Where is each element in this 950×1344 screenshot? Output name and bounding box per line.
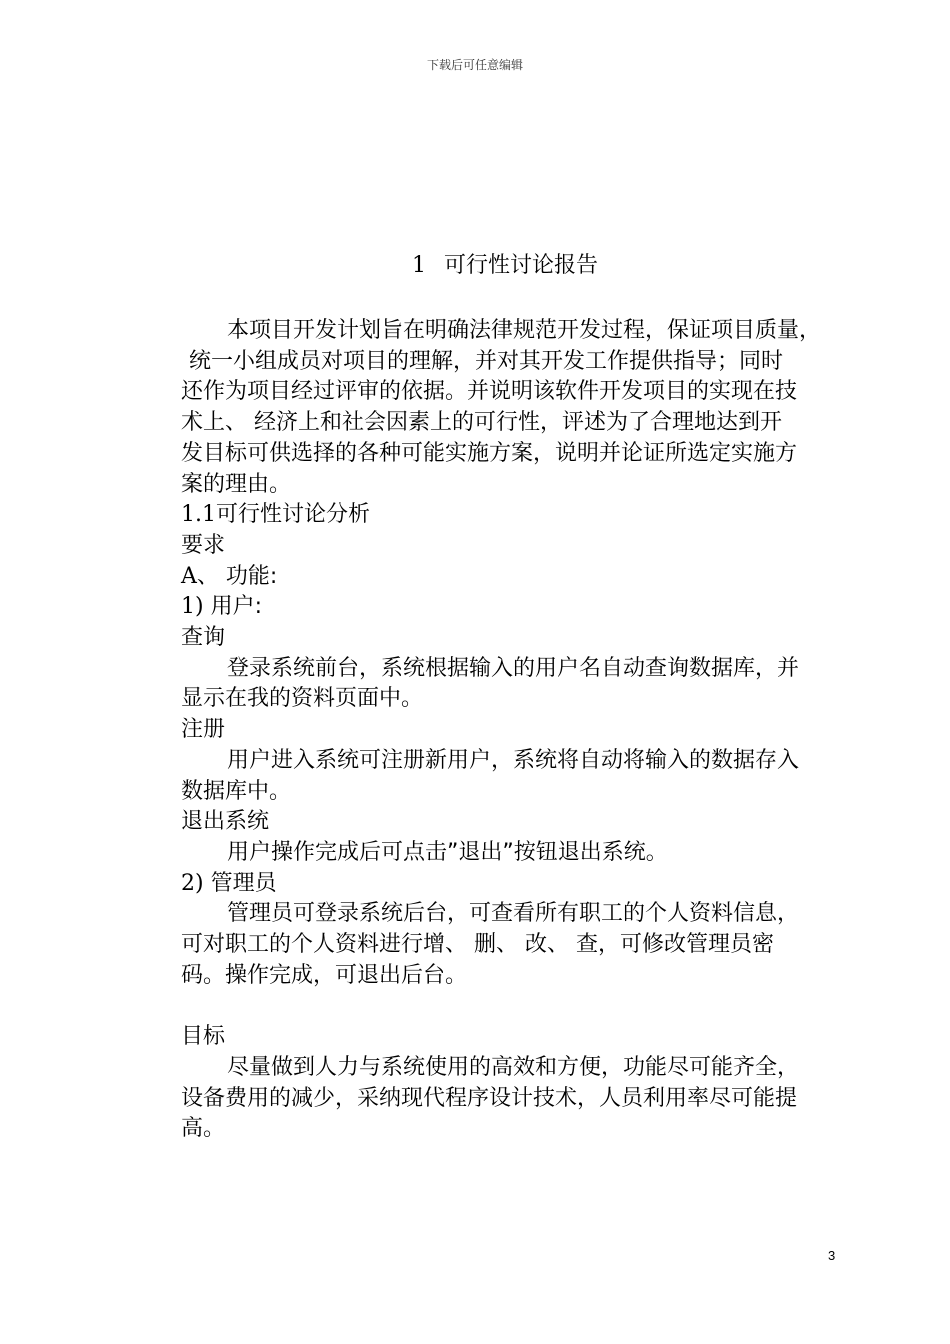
document-title <box>0 250 950 282</box>
section-title: 可行性讨论分析 <box>216 502 371 528</box>
user-text: 用户: <box>210 594 263 620</box>
goal-line: 尽量做到人力与系统使用的高效和方便，功能尽可能齐全， <box>227 1054 800 1080</box>
functions-text: 功能: <box>225 563 278 589</box>
admin-label: 2) <box>181 870 204 896</box>
section-number: 1.1 <box>181 502 216 528</box>
goal-line: 高。 <box>181 1116 226 1142</box>
intro-line: 案的理由。 <box>181 471 292 497</box>
register-line: 用户进入系统可注册新用户，系统将自动将输入的数据存入 <box>227 747 800 773</box>
admin-line: 管理员可登录系统后台，可查看所有职工的个人资料信息， <box>227 901 800 927</box>
intro-line: 发目标可供选择的各种可能实施方案，说明并论证所选定实施方 <box>181 440 798 466</box>
intro-line: 本项目开发计划旨在明确法律规范开发过程，保证项目质量， <box>227 318 822 343</box>
admin-line: 码。操作完成，可退出后台。 <box>181 962 468 988</box>
admin-text: 管理员 <box>210 870 277 896</box>
logout-heading: 退出系统 <box>181 809 270 835</box>
admin-line: 可对职工的个人资料进行增、 删、 改、 查，可修改管理员密 <box>181 932 774 958</box>
register-line: 数据库中。 <box>181 778 292 804</box>
query-line: 登录系统前台，系统根据输入的用户名自动查询数据库，并 <box>227 655 800 681</box>
admin-heading <box>181 869 846 900</box>
title-text: 可行性讨论报告 <box>443 253 598 278</box>
user-label: 1) <box>181 594 204 620</box>
section-heading <box>181 500 846 531</box>
blank-line <box>181 991 846 1022</box>
functions-heading <box>181 562 846 593</box>
header-note: 下载后可任意编辑 <box>426 58 523 72</box>
register-heading: 注册 <box>181 717 226 743</box>
query-heading: 查询 <box>181 625 226 651</box>
goal-line: 设备费用的减少，采纳现代程序设计技术，人员利用率尽可能提 <box>181 1085 798 1111</box>
query-line: 显示在我的资料页面中。 <box>181 686 424 712</box>
title-number: 1 <box>411 253 426 278</box>
intro-line: 术上、 经济上和社会因素上的可行性，评述为了合理地达到开 <box>181 410 782 436</box>
page-number: 3 <box>828 1248 836 1263</box>
functions-label: A、 <box>181 563 219 589</box>
logout-line: 用户操作完成后可点击”退出”按钮退出系统。 <box>227 839 668 865</box>
intro-paragraph <box>181 316 846 500</box>
document-body <box>181 316 846 1145</box>
user-heading <box>181 592 846 623</box>
goal-heading: 目标 <box>181 1024 226 1050</box>
intro-line: 还作为项目经过评审的依据。并说明该软件开发项目的实现在技 <box>181 379 798 405</box>
requirements-heading: 要求 <box>181 532 226 558</box>
intro-line: 统一小组成员对项目的理解，并对其开发工作提供指导；同时 <box>189 348 784 374</box>
